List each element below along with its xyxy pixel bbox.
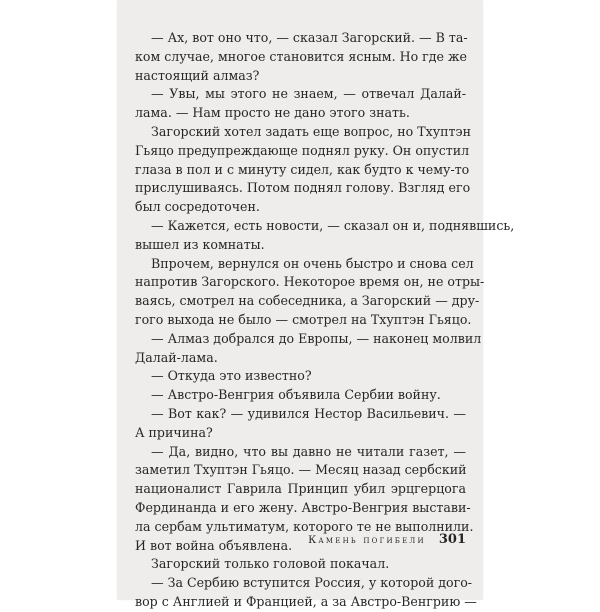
text-line: глаза в пол и с минуту сидел, как будто к чему-то xyxy=(135,161,470,177)
text-line: Фердинанда и его жену. Австро-Венгрия выстави- xyxy=(135,499,471,515)
page-footer xyxy=(135,528,466,547)
text-line: — Австро-Венгрия объявила Сербии войну. xyxy=(151,387,441,403)
text-line: ла сербам ультиматум, которого те не выполнили. xyxy=(135,518,474,534)
text-line: — За Сербию вступится Россия, у которой дого- xyxy=(151,575,473,591)
text-line: — Кажется, есть новости, — сказал он и, поднявшись, xyxy=(151,217,515,233)
paragraph xyxy=(135,255,485,330)
text-line: — Ах, вот оно что, — сказал Загорский. — В та- xyxy=(151,30,468,45)
text-line: вор с Англией и Францией, а за Австро-Венгрию — xyxy=(135,593,477,609)
body-text xyxy=(135,29,515,612)
text-line: был сосредоточен. xyxy=(135,199,260,215)
paragraph xyxy=(135,555,466,574)
text-line: — Откуда это известно? xyxy=(151,368,312,384)
text-line: — Вот как? — удивился Нестор Васильевич. — xyxy=(151,405,466,421)
paragraph xyxy=(135,386,466,405)
paragraph xyxy=(135,29,466,85)
running-title: Камень погибели xyxy=(308,534,426,546)
page-number: 301 xyxy=(438,532,466,547)
paragraph xyxy=(135,330,482,368)
text-line: гого выхода не было — смотрел на Тхуптэн Гьяцо. xyxy=(135,311,472,327)
paragraph xyxy=(135,123,471,217)
text-line: настоящий алмаз? xyxy=(135,67,260,83)
text-line: Впрочем, вернулся он очень быстро и снова сел xyxy=(151,255,474,271)
text-line: Далай-лама. xyxy=(135,349,218,365)
book-page xyxy=(117,0,515,609)
paragraph xyxy=(135,574,477,612)
paragraph xyxy=(135,405,466,443)
text-line: напротив Загорского. Некоторое время он, не отры- xyxy=(135,274,485,290)
text-line: вышел из комнаты. xyxy=(135,236,265,252)
text-line: ваясь, смотрел на собеседника, а Загорский — дру- xyxy=(135,293,480,309)
text-line: — Алмаз добрался до Европы, — наконец молвил xyxy=(151,330,482,346)
text-line: заметил Тхуптэн Гьяцо. — Месяц назад сербский xyxy=(135,462,467,478)
text-line: — Да, видно, что вы давно не читали газет, — xyxy=(151,443,466,459)
text-line: лама. — Нам просто не дано этого знать. xyxy=(135,105,410,121)
text-line: националист Гаврила Принцип убил эрцгерцога xyxy=(135,481,466,497)
text-line: А причина? xyxy=(135,424,213,440)
text-line: — Увы, мы этого не знаем, — отвечал Далай- xyxy=(151,86,466,102)
text-line: Гьяцо предупреждающе поднял руку. Он опустил xyxy=(135,142,470,158)
text-line: прислушиваясь. Потом поднял голову. Взгляд его xyxy=(135,180,471,196)
paragraph xyxy=(135,217,515,255)
paragraph xyxy=(135,367,466,386)
text-line: Загорский хотел задать еще вопрос, но Тхуптэн xyxy=(151,123,471,139)
paragraph xyxy=(135,85,466,123)
text-line: Загорский только головой покачал. xyxy=(151,556,390,572)
text-line: И вот война объявлена. xyxy=(135,537,293,553)
text-line: ком случае, многое становится ясным. Но где же xyxy=(135,48,468,64)
